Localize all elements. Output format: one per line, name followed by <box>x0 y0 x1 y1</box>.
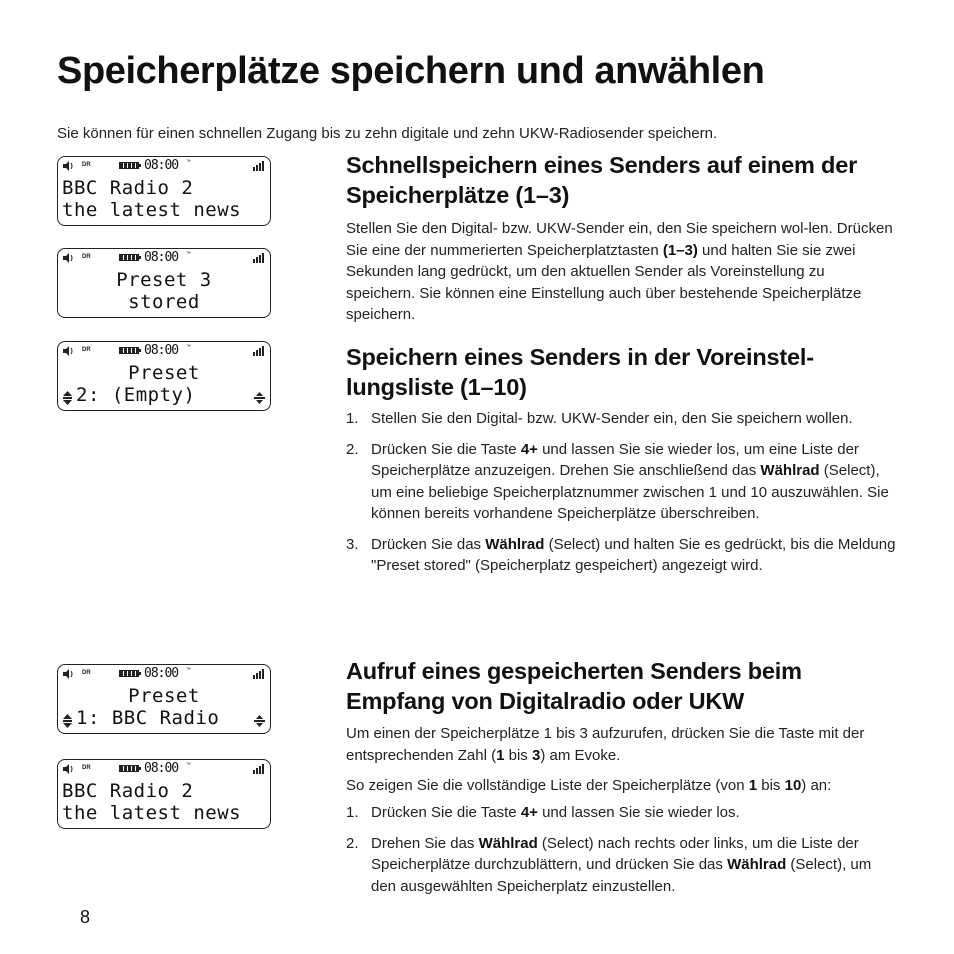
text-run: (Select) nach rechts oder links, um die Liste der Speicherplätze durchzublättern, und drücken Sie das <box>371 834 859 873</box>
lcd-display-4 <box>57 664 271 734</box>
battery-icon <box>119 347 139 354</box>
text-run: ) am Evoke. <box>540 746 621 764</box>
steps-list <box>346 802 896 906</box>
trademark-symbol: ™ <box>186 667 191 673</box>
battery-icon <box>119 162 139 169</box>
section-paragraph <box>346 775 896 797</box>
text-run: und halten Sie sie zwei Sekunden lang gedrückt, um den aktuellen Sender als Voreinstellung zu speichern. Sie können eine Einstellung auch über bestehende Speicherplätze speichern. <box>346 241 862 323</box>
bold-text: 10 <box>784 777 802 794</box>
section-paragraph <box>346 723 896 766</box>
list-number: 2. <box>346 440 359 458</box>
lcd-line-1: BBC Radio 2 <box>62 177 194 199</box>
text-run: ) an: <box>801 777 832 794</box>
up-down-arrow-icon <box>62 714 73 728</box>
lcd-line-2: 1: BBC Radio <box>76 707 220 729</box>
clock-time: 08:00 <box>144 343 179 358</box>
lcd-line-1: Preset 3 <box>116 269 212 291</box>
signal-strength-icon <box>253 763 266 774</box>
speaker-icon <box>63 161 74 171</box>
lcd-line-2: stored <box>128 291 200 313</box>
text-run: (Select) und halten Sie es gedrückt, bis die Meldung "Preset stored" (Speicherplatz gespeichert) angezeigt wird. <box>371 535 896 574</box>
speaker-icon <box>63 764 74 774</box>
lcd-line-1: BBC Radio 2 <box>62 780 194 802</box>
scroll-arrows-icon <box>254 714 265 728</box>
list-number: 1. <box>346 804 359 821</box>
speaker-icon <box>63 346 74 356</box>
text-run: Stellen Sie den Digital- bzw. UKW-Sender ein, den Sie speichern wollen. <box>371 410 853 427</box>
list-number: 1. <box>346 410 359 427</box>
battery-icon <box>119 765 139 772</box>
bold-text: Wählrad <box>478 834 538 852</box>
list-number: 2. <box>346 834 359 852</box>
text-run: und lassen Sie sie wieder los. <box>537 804 740 821</box>
bold-text: 4+ <box>520 804 538 821</box>
dr-label: DR <box>82 765 91 771</box>
lcd-line-1: Preset <box>128 685 200 707</box>
lcd-display-3 <box>57 341 271 411</box>
lcd-display-2 <box>57 248 271 318</box>
bold-text: 4+ <box>520 440 538 458</box>
steps-list <box>346 408 896 586</box>
clock-time: 08:00 <box>144 761 179 776</box>
text-run: Drücken Sie die Taste <box>371 440 521 458</box>
lcd-display-1 <box>57 156 271 226</box>
signal-strength-icon <box>253 252 266 263</box>
dr-label: DR <box>82 670 91 676</box>
up-down-arrow-icon <box>62 391 73 405</box>
page-number: 8 <box>80 907 91 927</box>
trademark-symbol: ™ <box>186 159 191 165</box>
page-title: Speicherplätze speichern und anwählen <box>57 50 765 92</box>
text-run: und lassen Sie sie wieder los, um eine Liste der Speicherplätze anzuzeigen. Drehen Sie anschließend das <box>371 440 859 479</box>
text-run: (Select), um eine beliebige Speicherplatznummer zwischen 1 und 10 auszuwählen. Sie können bereits vorhandene Speicherplätze überschreiben. <box>371 462 889 522</box>
signal-strength-icon <box>253 160 266 171</box>
trademark-symbol: ™ <box>186 344 191 350</box>
text-run: bis <box>757 777 785 794</box>
list-item <box>346 408 896 430</box>
trademark-symbol: ™ <box>186 762 191 768</box>
lcd-line-2: 2: (Empty) <box>76 384 196 406</box>
intro-text: Sie können für einen schnellen Zugang bis zu zehn digitale und zehn UKW-Radiosender speichern. <box>57 125 718 142</box>
list-item <box>346 534 896 577</box>
list-number: 3. <box>346 535 359 553</box>
trademark-symbol: ™ <box>186 251 191 257</box>
bold-text: Wählrad <box>760 462 820 479</box>
text-run: Um einen der Speicherplätze 1 bis 3 aufzurufen, drücken Sie die Taste mit der entsprechenden Zahl ( <box>346 725 865 764</box>
lcd-line-2: the latest news <box>62 199 242 221</box>
signal-strength-icon <box>253 345 266 356</box>
section-paragraph <box>346 218 896 326</box>
clock-time: 08:00 <box>144 158 179 173</box>
bold-text: Wählrad <box>727 856 787 873</box>
battery-icon <box>119 254 139 261</box>
section-heading-recall: Aufruf eines gespeicherten Senders beim Empfang von Digitalradio oder UKW <box>346 658 802 714</box>
signal-strength-icon <box>253 668 266 679</box>
speaker-icon <box>63 669 74 679</box>
section-heading-quick-save: Schnellspeichern eines Senders auf einem der Speicherplätze (1–3) <box>346 152 858 208</box>
section-heading-preset-list: Speichern eines Senders in der Voreinstel-lungsliste (1–10) <box>346 344 814 400</box>
text-run: bis <box>504 746 532 764</box>
text-run: Drehen Sie das <box>371 834 479 852</box>
clock-time: 08:00 <box>144 250 179 265</box>
lcd-display-5 <box>57 759 271 829</box>
scroll-arrows-icon <box>254 391 265 405</box>
battery-icon <box>119 670 139 677</box>
dr-label: DR <box>82 347 91 353</box>
text-run: So zeigen Sie die vollständige Liste der Speicherplätze (von <box>346 777 749 794</box>
text-run: Drücken Sie die Taste <box>371 804 521 821</box>
bold-text: (1–3) <box>662 241 698 259</box>
list-item <box>346 833 896 898</box>
bold-text: 1 <box>496 746 505 764</box>
dr-label: DR <box>82 254 91 260</box>
text-run: Stellen Sie den Digital- bzw. UKW-Sender ein, den Sie speichern wol-len. Drücken Sie eine der nummerierten Speicherplatztasten <box>346 220 893 259</box>
speaker-icon <box>63 253 74 263</box>
lcd-line-2: the latest news <box>62 802 242 824</box>
bold-text: Wählrad <box>485 535 545 553</box>
bold-text: 3 <box>531 746 541 764</box>
lcd-line-1: Preset <box>128 362 200 384</box>
text-run: Drücken Sie das <box>371 535 486 553</box>
list-item <box>346 802 896 824</box>
text-run: (Select), um den ausgewählten Speicherplatz einzustellen. <box>371 856 872 895</box>
clock-time: 08:00 <box>144 666 179 681</box>
dr-label: DR <box>82 162 91 168</box>
bold-text: 1 <box>748 777 758 794</box>
list-item <box>346 439 896 525</box>
